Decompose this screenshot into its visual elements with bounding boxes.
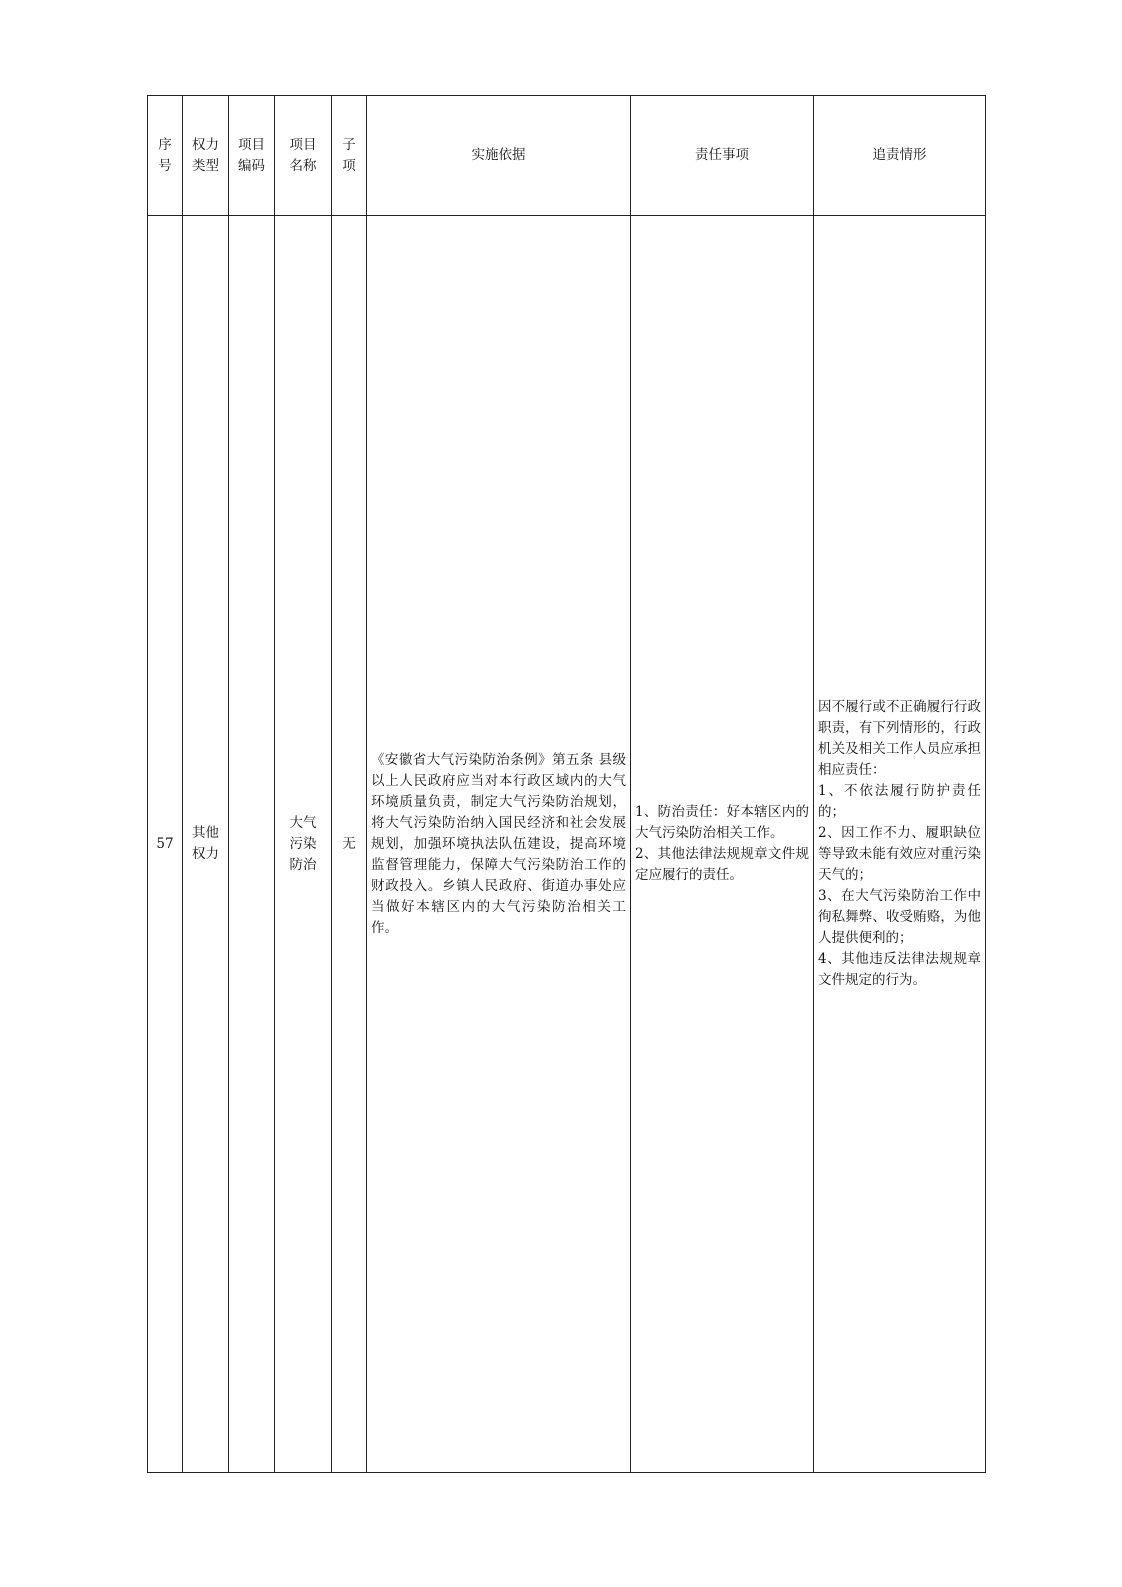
responsibility-text: 1、防治责任：好本辖区内的大气污染防治相关工作。 2、其他法律法规规章文件规定应履行的责任。 bbox=[635, 804, 809, 883]
header-responsibility: 责任事项 bbox=[631, 96, 814, 216]
header-item-name: 项目名称 bbox=[275, 96, 332, 216]
header-sub-item: 子项 bbox=[332, 96, 367, 216]
accountability-text: 因不履行或不正确履行行政职责，有下列情形的，行政机关及相关工作人员应承担相应责任： 1、不依法履行防护责任的； 2、因工作不力、履职缺位等导致未能有效应对重污染天气的； 3、在大气污染防治工作中徇私舞弊、收受贿赂，为他人提供便利的； 4、其他违反法律法规规章文件规定的行为。 bbox=[818, 699, 981, 988]
table-row bbox=[148, 216, 986, 1473]
cell-basis bbox=[367, 216, 631, 1473]
header-accountability: 追责情形 bbox=[814, 96, 986, 216]
header-power-type: 权力类型 bbox=[183, 96, 229, 216]
cell-responsibility bbox=[631, 216, 814, 1473]
cell-sub-item: 无 bbox=[332, 216, 367, 1473]
basis-text: 《安徽省大气污染防治条例》第五条 县级以上人民政府应当对本行政区域内的大气环境质量负责，制定大气污染防治规划，将大气污染防治纳入国民经济和社会发展规划，加强环境执法队伍建设，提高环境监督管理能力，保障大气污染防治工作的财政投入。乡镇人民政府、街道办事处应当做好本辖区内的大气污染防治相关工作。 bbox=[371, 751, 626, 936]
header-seq: 序号 bbox=[148, 96, 183, 216]
cell-accountability bbox=[814, 216, 986, 1473]
table-header-row bbox=[148, 96, 986, 216]
cell-item-name: 大气污染防治 bbox=[275, 216, 332, 1473]
power-list-table bbox=[147, 95, 986, 1473]
header-basis: 实施依据 bbox=[367, 96, 631, 216]
cell-item-code bbox=[229, 216, 275, 1473]
header-item-code: 项目编码 bbox=[229, 96, 275, 216]
cell-power-type: 其他权力 bbox=[183, 216, 229, 1473]
cell-seq: 57 bbox=[148, 216, 183, 1473]
